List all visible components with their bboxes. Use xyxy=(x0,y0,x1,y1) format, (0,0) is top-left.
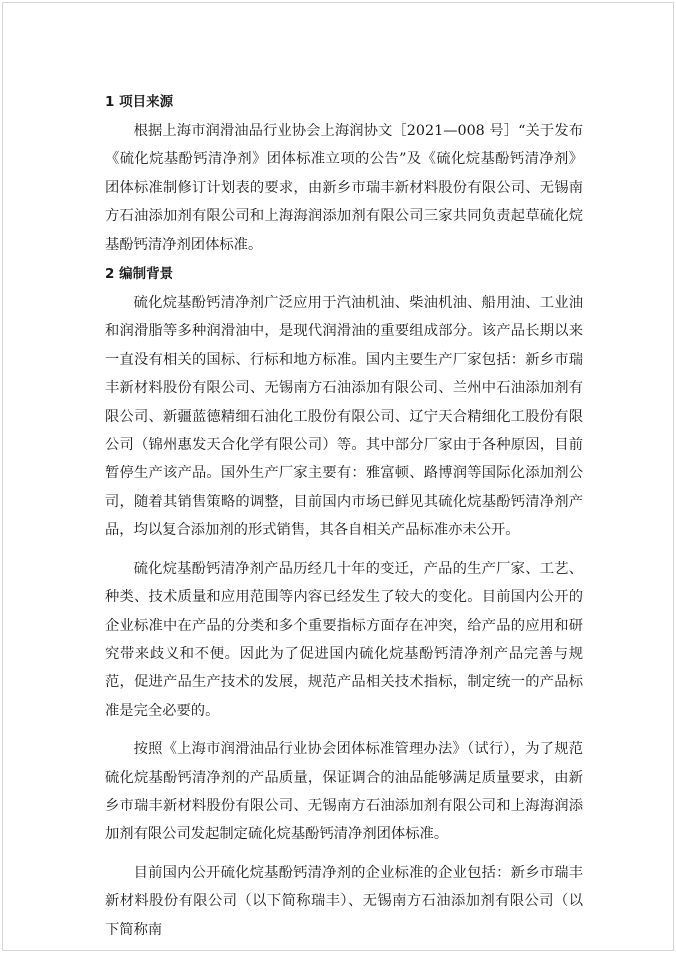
paragraph: 硫化烷基酚钙清净剂产品历经几十年的变迁，产品的生产厂家、工艺、种类、技术质量和应用范围等内容已经发生了较大的变化。目前国内公开的企业标准中在产品的分类和多个重要指标方面存在冲突，给产品的应用和研究带来歧义和不便。因此为了促进国内硫化烷基酚钙清净剂产品完善与规范，促进产品生产技术的发展，规范产品相关技术指标，制定统一的产品标准是完全必要的。 xyxy=(105,560,583,719)
section-heading-2: 2 编制背景 xyxy=(105,266,174,283)
paragraph: 按照《上海市润滑油品行业协会团体标准管理办法》（试行），为了规范硫化烷基酚钙清净剂的产品质量，保证调合的油品能够满足质量要求，由新乡市瑞丰新材料股份有限公司、无锡南方石油添加剂有限公司和上海海润添加剂有限公司发起制定硫化烷基酚钙清净剂团体标准。 xyxy=(105,741,583,843)
paragraph: 硫化烷基酚钙清净剂广泛应用于汽油机油、柴油机油、船用油、工业油和润滑脂等多种润滑油中，是现代润滑油的重要组成部分。该产品长期以来一直没有相关的国标、行标和地方标准。国内主要生产厂家包括：新乡市瑞丰新材料股份有限公司、无锡南方石油添加有限公司、兰州中石油添加剂有限公司、新疆蓝德精细石油化工股份有限公司、辽宁天合精细化工股份有限公司（锦州惠发天合化学有限公司）等。其中部分厂家由于各种原因，目前暂停生产该产品。国外生产厂家主要有：雅富顿、路博润等国际化添加剂公司，随着其销售策略的调整，目前国内市场已鲜见其硫化烷基酚钙清净剂产品，均以复合添加剂的形式销售，其各自相关产品标准亦未公开。 xyxy=(105,295,583,539)
document-body xyxy=(105,91,583,944)
paragraph: 目前国内公开硫化烷基酚钙清净剂的企业标准的企业包括：新乡市瑞丰新材料股份有限公司（以下简称瑞丰）、无锡南方石油添加剂有限公司（以下简称南 xyxy=(105,864,583,938)
section-heading-1: 1 项目来源 xyxy=(105,94,174,110)
paragraph: 根据上海市润滑油品行业协会上海润协文［2021—008 号］“关于发布《硫化烷基酚钙清净剂》团体标准立项的公告”及《硫化烷基酚钙清净剂》团体标准制修订计划表的要求，由新乡市瑞丰新材料股份有限公司、无锡南方石油添加剂有限公司和上海海润添加剂有限公司三家共同负责起草硫化烷基酚钙清净剂团体标准。 xyxy=(105,123,583,253)
document-page xyxy=(2,2,674,951)
